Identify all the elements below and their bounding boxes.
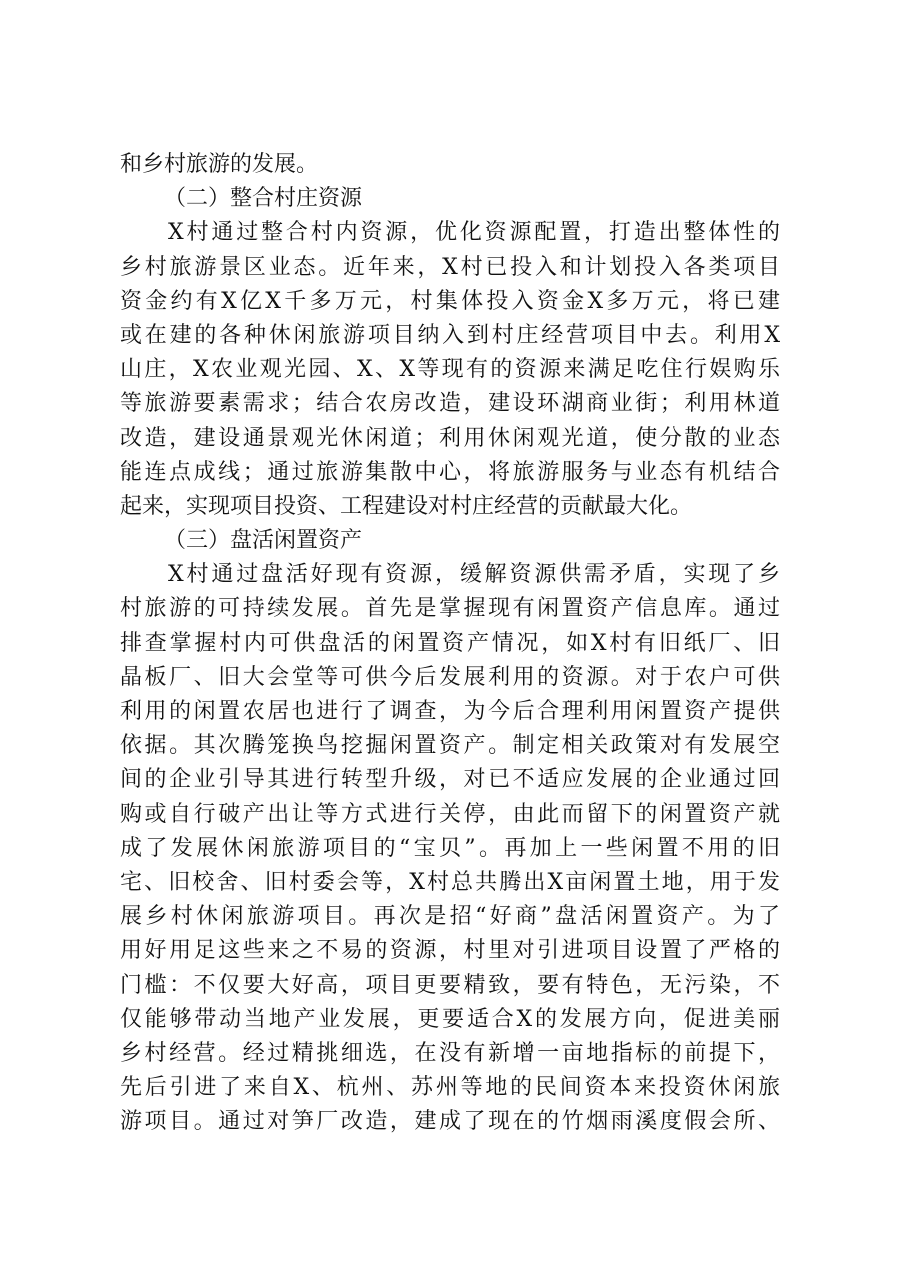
paragraph-line — [120, 661, 780, 695]
line-text: （二）整合村庄资源 — [164, 186, 363, 212]
paragraph-line — [120, 934, 780, 968]
line-text: 起来，实现项目投资、工程建设对村庄经营的贡献最大化。 — [120, 493, 693, 519]
paragraph-line — [120, 729, 780, 763]
paragraph-line — [120, 1037, 780, 1071]
line-text: 依据。其次腾笼换鸟挖掘闲置资产。制定相关政策对有发展空 — [120, 733, 780, 759]
line-text: 宅、旧校舍、旧村委会等，X村总共腾出X亩闲置土地，用于发 — [120, 869, 780, 895]
line-text: 购或自行破产出让等方式进行关停，由此而留下的闲置资产就 — [120, 801, 780, 827]
line-text: 间的企业引导其进行转型升级，对已不适应发展的企业通过回 — [120, 767, 780, 793]
paragraph-line — [120, 798, 780, 832]
paragraph-line — [120, 387, 780, 421]
paragraph-line — [120, 1105, 780, 1139]
line-text: 游项目。通过对笋厂改造，建成了现在的竹烟雨溪度假会所、 — [120, 1109, 780, 1135]
line-text: X村通过盘活好现有资源，缓解资源供需矛盾，实现了乡 — [168, 562, 780, 588]
paragraph-line — [120, 285, 780, 319]
line-text: 乡村旅游景区业态。近年来，X村已投入和计划投入各类项目 — [120, 254, 780, 280]
paragraph-line — [120, 1071, 780, 1105]
line-text: 资金约有X亿X千多万元，村集体投入资金X多万元，将已建 — [120, 288, 780, 314]
paragraph-line — [120, 353, 780, 387]
paragraph-line — [120, 832, 780, 866]
paragraph-last-line — [120, 490, 780, 524]
paragraph-line — [120, 763, 780, 797]
line-text: 门槛：不仅要大好高，项目更要精致，要有特色，无污染，不 — [120, 972, 780, 998]
line-text: 等旅游要素需求；结合农房改造，建设环湖商业街；利用林道 — [120, 391, 780, 417]
line-text: 晶板厂、旧大会堂等可供今后发展利用的资源。对于农户可供 — [120, 664, 780, 690]
line-text: 用好用足这些来之不易的资源，村里对引进项目设置了严格的 — [120, 938, 780, 964]
paragraph-line — [120, 969, 780, 1003]
paragraph-line — [120, 627, 780, 661]
line-text: 成了发展休闲旅游项目的“宝贝”。再加上一些闲置不用的旧 — [120, 835, 780, 861]
line-text: （三）盘活闲置资产 — [164, 528, 363, 554]
paragraph-line — [120, 251, 780, 285]
line-text: 排查掌握村内可供盘活的闲置资产情况，如X村有旧纸厂、旧 — [120, 630, 780, 656]
paragraph-line — [120, 900, 780, 934]
line-text: 仅能够带动当地产业发展，更要适合X的发展方向，促进美丽 — [120, 1006, 780, 1032]
paragraph-line — [120, 1003, 780, 1037]
document-body — [120, 148, 780, 1139]
paragraph-line — [120, 319, 780, 353]
line-text: 村旅游的可持续发展。首先是掌握现有闲置资产信息库。通过 — [120, 596, 780, 622]
paragraph-line — [120, 592, 780, 626]
line-text: 先后引进了来自X、杭州、苏州等地的民间资本来投资休闲旅 — [120, 1075, 780, 1101]
section-heading — [120, 182, 780, 216]
line-text: 乡村经营。经过精挑细选，在没有新增一亩地指标的前提下， — [120, 1040, 780, 1066]
paragraph-first-line — [120, 216, 780, 250]
line-text: 改造，建设通景观光休闲道；利用休闲观光道，使分散的业态 — [120, 425, 780, 451]
line-text: 展乡村休闲旅游项目。再次是招“好商”盘活闲置资产。为了 — [120, 904, 780, 930]
line-text: 利用的闲置农居也进行了调查，为今后合理利用闲置资产提供 — [120, 699, 780, 724]
paragraph-first-line — [120, 558, 780, 592]
paragraph-line — [120, 866, 780, 900]
line-text: 能连点成线；通过旅游集散中心，将旅游服务与业态有机结合 — [120, 459, 780, 485]
paragraph-line — [120, 456, 780, 490]
section-heading — [120, 524, 780, 558]
paragraph-line — [120, 695, 780, 729]
line-text: 或在建的各种休闲旅游项目纳入到村庄经营项目中去。利用X — [120, 322, 780, 348]
line-text: 和乡村旅游的发展。 — [120, 152, 319, 177]
line-text: 山庄，X农业观光园、X、X等现有的资源来满足吃住行娱购乐 — [120, 357, 780, 383]
line-text: X村通过整合村内资源，优化资源配置，打造出整体性的 — [168, 220, 780, 246]
paragraph-last-line — [120, 148, 780, 182]
paragraph-line — [120, 422, 780, 456]
